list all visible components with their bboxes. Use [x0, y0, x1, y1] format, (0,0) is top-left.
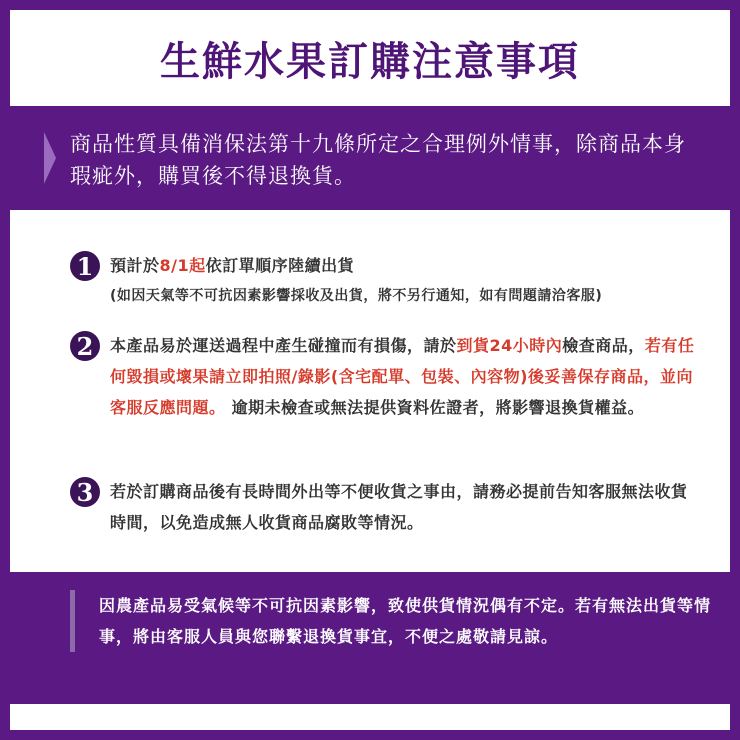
notice-section — [44, 128, 704, 192]
footer-disclaimer: 因農產品易受氣候等不可抗因素影響，致使供貨情況偶有不定。若有無法出貨等情事，將由客服人員與您聯繫退換貨事宜，不便之處敬請見諒。 — [70, 590, 719, 652]
number-badge-1: 1 — [70, 251, 100, 281]
notes-panel — [10, 210, 730, 572]
note-item-2-body — [110, 330, 700, 423]
notice-text: 商品性質具備消保法第十九條所定之合理例外情事，除商品本身瑕疵外，購買後不得退換貨。 — [70, 132, 686, 188]
title-banner — [10, 10, 730, 106]
number-badge-3: 3 — [70, 477, 100, 507]
note-1-text-post: 依訂單順序陸續出貨 — [205, 256, 355, 275]
note-item-1-body — [110, 250, 602, 311]
note-2-deadline-highlight: 到貨24小時內 — [456, 336, 563, 355]
number-badge-2: 2 — [70, 331, 100, 361]
note-item-2 — [70, 330, 700, 423]
note-1-subnote: (如因天氣等不可抗因素影響採收及出貨，將不另行通知，如有問題請洽客服) — [110, 288, 603, 304]
note-2-text-pre: 本產品易於運送過程中產生碰撞而有損傷，請於 — [110, 336, 457, 355]
note-2-instruction-highlight: 若有任何毀損或壞果請立即拍照/錄影(含宅配單、包裝、內容物)後妥善保存商品，並向客服反應問題。 — [110, 336, 695, 417]
bottom-bar — [10, 704, 730, 730]
note-item-1 — [70, 250, 700, 311]
note-item-3 — [70, 476, 700, 538]
note-2-text-post: 逾期未檢查或無法提供資料佐證者，將影響退換貨權益。 — [225, 398, 645, 417]
note-1-date-highlight: 8/1起 — [159, 256, 206, 275]
note-3-text: 若於訂購商品後有長時間外出等不便收貨之事由，請務必提前告知客服無法收貨時間，以免造成無人收貨商品腐敗等情況。 — [110, 482, 688, 532]
note-2-text-mid: 檢查商品， — [562, 336, 645, 355]
arrow-marker-icon — [44, 132, 56, 184]
page-title: 生鮮水果訂購注意事項 — [160, 37, 580, 85]
note-1-text-pre: 預計於 — [110, 256, 160, 275]
